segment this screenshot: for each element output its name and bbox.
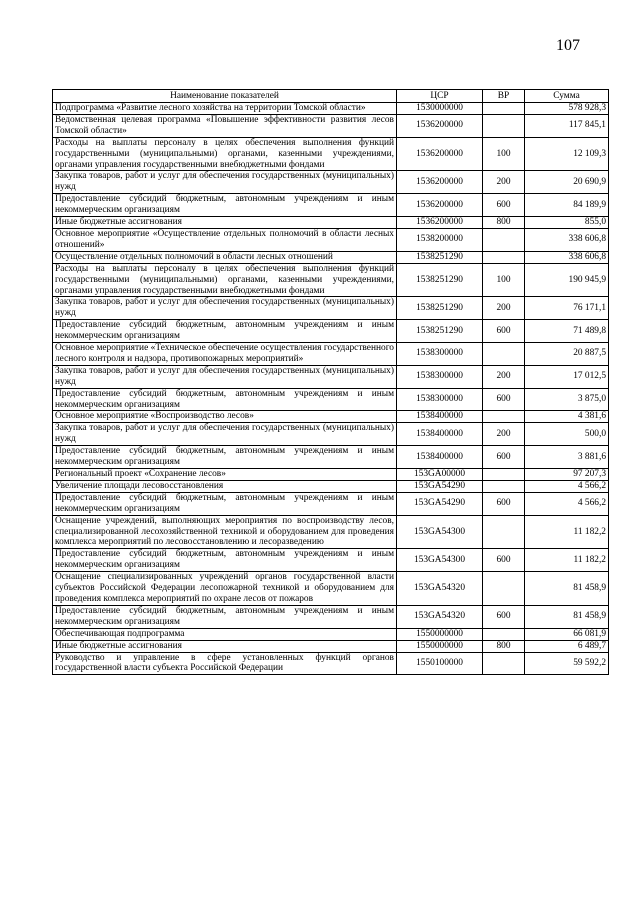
row-name-cell: Закупка товаров, работ и услуг для обеспечения государственных (муниципальных) нужд — [53, 297, 397, 320]
row-name-cell: Основное мероприятие «Техническое обеспечение осуществления государственного лесного контроля и надзора, противопожарных мероприятий» — [53, 343, 397, 366]
table-row — [53, 640, 609, 652]
row-name-cell: Обеспечивающая подпрограмма — [53, 628, 397, 640]
row-csr-cell: 1538300000 — [397, 343, 483, 366]
row-sum-cell: 59 592,2 — [525, 652, 609, 675]
row-sum-cell: 855,0 — [525, 217, 609, 229]
table-row — [53, 411, 609, 423]
row-name-cell: Увеличение площади лесовосстановления — [53, 480, 397, 492]
row-sum-cell: 338 606,8 — [525, 228, 609, 251]
row-sum-cell: 117 845,1 — [525, 114, 609, 137]
header-vr: ВР — [483, 90, 525, 103]
row-sum-cell: 12 109,3 — [525, 137, 609, 171]
row-name-cell: Подпрограмма «Развитие лесного хозяйства на территории Томской области» — [53, 103, 397, 115]
table-row — [53, 423, 609, 446]
row-sum-cell: 3 881,6 — [525, 446, 609, 469]
row-name-cell: Предоставление субсидий бюджетным, автономным учреждениям и иным некоммерческим организациям — [53, 446, 397, 469]
table-row — [53, 492, 609, 515]
table-row — [53, 446, 609, 469]
row-csr-cell: 1550100000 — [397, 652, 483, 675]
row-csr-cell: 153GA54300 — [397, 515, 483, 549]
row-csr-cell: 1538300000 — [397, 365, 483, 388]
row-vr-cell — [483, 480, 525, 492]
row-sum-cell: 84 189,9 — [525, 194, 609, 217]
row-csr-cell: 1550000000 — [397, 640, 483, 652]
row-vr-cell: 800 — [483, 640, 525, 652]
row-vr-cell — [483, 572, 525, 606]
table-row — [53, 137, 609, 171]
row-csr-cell: 1536200000 — [397, 194, 483, 217]
row-csr-cell: 153GA00000 — [397, 469, 483, 481]
row-sum-cell: 71 489,8 — [525, 320, 609, 343]
row-csr-cell: 1530000000 — [397, 103, 483, 115]
row-name-cell: Региональный проект «Сохранение лесов» — [53, 469, 397, 481]
row-csr-cell: 1550000000 — [397, 628, 483, 640]
row-name-cell: Предоставление субсидий бюджетным, автономным учреждениям и иным некоммерческим организациям — [53, 605, 397, 628]
table-row — [53, 217, 609, 229]
table-row — [53, 343, 609, 366]
row-name-cell: Основное мероприятие «Воспроизводство лесов» — [53, 411, 397, 423]
row-sum-cell: 500,0 — [525, 423, 609, 446]
header-sum: Сумма — [525, 90, 609, 103]
row-csr-cell: 1538400000 — [397, 446, 483, 469]
budget-table — [52, 89, 609, 675]
table-row — [53, 549, 609, 572]
row-vr-cell — [483, 251, 525, 263]
row-csr-cell: 1538251290 — [397, 297, 483, 320]
row-name-cell: Оснащение учреждений, выполняющих мероприятия по воспроизводству лесов, специализированной лесохозяйственной техникой и оборудованием для проведения комплекса мероприятий по лесовосстановлению и лесоразведению — [53, 515, 397, 549]
row-vr-cell — [483, 228, 525, 251]
table-row — [53, 605, 609, 628]
row-vr-cell — [483, 628, 525, 640]
row-sum-cell: 81 458,9 — [525, 605, 609, 628]
row-sum-cell: 4 566,2 — [525, 492, 609, 515]
row-sum-cell: 97 207,3 — [525, 469, 609, 481]
table-row — [53, 103, 609, 115]
table-row — [53, 320, 609, 343]
row-vr-cell — [483, 411, 525, 423]
row-name-cell: Руководство и управление в сфере установленных функций органов государственной власти субъекта Российской Федерации — [53, 652, 397, 675]
row-sum-cell: 20 690,9 — [525, 171, 609, 194]
row-sum-cell: 11 182,2 — [525, 515, 609, 549]
row-name-cell: Осуществление отдельных полномочий в области лесных отношений — [53, 251, 397, 263]
row-name-cell: Иные бюджетные ассигнования — [53, 217, 397, 229]
row-vr-cell — [483, 114, 525, 137]
table-row — [53, 480, 609, 492]
row-csr-cell: 1538251290 — [397, 251, 483, 263]
table-row — [53, 194, 609, 217]
table-row — [53, 365, 609, 388]
row-sum-cell: 66 081,9 — [525, 628, 609, 640]
row-sum-cell: 81 458,9 — [525, 572, 609, 606]
row-sum-cell: 11 182,2 — [525, 549, 609, 572]
row-name-cell: Предоставление субсидий бюджетным, автономным учреждениям и иным некоммерческим организациям — [53, 388, 397, 411]
header-name: Наименование показателей — [53, 90, 397, 103]
table-row — [53, 297, 609, 320]
row-csr-cell: 1538200000 — [397, 228, 483, 251]
table-row — [53, 628, 609, 640]
row-csr-cell: 153GA54320 — [397, 605, 483, 628]
row-sum-cell: 6 489,7 — [525, 640, 609, 652]
table-row — [53, 515, 609, 549]
header-csr: ЦСР — [397, 90, 483, 103]
row-csr-cell: 1536200000 — [397, 137, 483, 171]
table-row — [53, 263, 609, 297]
row-csr-cell: 153GA54320 — [397, 572, 483, 606]
row-vr-cell: 800 — [483, 217, 525, 229]
row-vr-cell: 200 — [483, 365, 525, 388]
row-name-cell: Закупка товаров, работ и услуг для обеспечения государственных (муниципальных) нужд — [53, 171, 397, 194]
table-row — [53, 652, 609, 675]
row-csr-cell: 1536200000 — [397, 217, 483, 229]
row-vr-cell: 600 — [483, 194, 525, 217]
row-vr-cell — [483, 515, 525, 549]
row-sum-cell: 338 606,8 — [525, 251, 609, 263]
row-vr-cell: 200 — [483, 171, 525, 194]
table-row — [53, 228, 609, 251]
table-row — [53, 114, 609, 137]
row-vr-cell: 200 — [483, 423, 525, 446]
row-vr-cell — [483, 652, 525, 675]
row-vr-cell — [483, 103, 525, 115]
row-vr-cell: 600 — [483, 388, 525, 411]
row-csr-cell: 1536200000 — [397, 171, 483, 194]
row-name-cell: Закупка товаров, работ и услуг для обеспечения государственных (муниципальных) нужд — [53, 365, 397, 388]
row-sum-cell: 578 928,3 — [525, 103, 609, 115]
row-sum-cell: 20 887,5 — [525, 343, 609, 366]
row-sum-cell: 17 012,5 — [525, 365, 609, 388]
row-sum-cell: 190 945,9 — [525, 263, 609, 297]
table-header — [53, 90, 609, 103]
row-vr-cell: 600 — [483, 549, 525, 572]
row-csr-cell: 1538251290 — [397, 263, 483, 297]
row-name-cell: Закупка товаров, работ и услуг для обеспечения государственных (муниципальных) нужд — [53, 423, 397, 446]
row-vr-cell: 600 — [483, 605, 525, 628]
row-sum-cell: 4 381,6 — [525, 411, 609, 423]
row-csr-cell: 1538400000 — [397, 423, 483, 446]
table-row — [53, 469, 609, 481]
row-name-cell: Расходы на выплаты персоналу в целях обеспечения выполнения функций государственными (муниципальными) органами, казенными учреждениями, органами управления государственными внебюджетными фондами — [53, 263, 397, 297]
row-sum-cell: 4 566,2 — [525, 480, 609, 492]
row-name-cell: Предоставление субсидий бюджетным, автономным учреждениям и иным некоммерческим организациям — [53, 194, 397, 217]
table-row — [53, 388, 609, 411]
row-csr-cell: 1538300000 — [397, 388, 483, 411]
row-name-cell: Основное мероприятие «Осуществление отдельных полномочий в области лесных отношений» — [53, 228, 397, 251]
row-csr-cell: 1538400000 — [397, 411, 483, 423]
row-name-cell: Расходы на выплаты персоналу в целях обеспечения выполнения функций государственными (муниципальными) органами, казенными учреждениями, органами управления государственными внебюджетными фондами — [53, 137, 397, 171]
table-row — [53, 171, 609, 194]
row-vr-cell: 100 — [483, 263, 525, 297]
row-name-cell: Предоставление субсидий бюджетным, автономным учреждениям и иным некоммерческим организациям — [53, 549, 397, 572]
row-vr-cell: 200 — [483, 297, 525, 320]
row-name-cell: Предоставление субсидий бюджетным, автономным учреждениям и иным некоммерческим организациям — [53, 320, 397, 343]
row-vr-cell: 600 — [483, 492, 525, 515]
row-vr-cell: 600 — [483, 320, 525, 343]
table-body — [53, 103, 609, 675]
row-name-cell: Предоставление субсидий бюджетным, автономным учреждениям и иным некоммерческим организациям — [53, 492, 397, 515]
row-vr-cell: 100 — [483, 137, 525, 171]
row-csr-cell: 1538251290 — [397, 320, 483, 343]
row-vr-cell: 600 — [483, 446, 525, 469]
row-sum-cell: 76 171,1 — [525, 297, 609, 320]
row-name-cell: Иные бюджетные ассигнования — [53, 640, 397, 652]
row-csr-cell: 153GA54300 — [397, 549, 483, 572]
row-csr-cell: 153GA54290 — [397, 492, 483, 515]
row-name-cell: Ведомственная целевая программа «Повышение эффективности развития лесов Томской области» — [53, 114, 397, 137]
row-sum-cell: 3 875,0 — [525, 388, 609, 411]
row-vr-cell — [483, 343, 525, 366]
row-vr-cell — [483, 469, 525, 481]
row-name-cell: Оснащение специализированных учреждений органов государственной власти субъектов Российской Федерации лесопожарной техникой и оборудованием для проведения комплекса мероприятий по охране лесов от пожаров — [53, 572, 397, 606]
header-row — [53, 90, 609, 103]
table-row — [53, 572, 609, 606]
page-number: 107 — [556, 37, 580, 54]
row-csr-cell: 153GA54290 — [397, 480, 483, 492]
row-csr-cell: 1536200000 — [397, 114, 483, 137]
table-row — [53, 251, 609, 263]
